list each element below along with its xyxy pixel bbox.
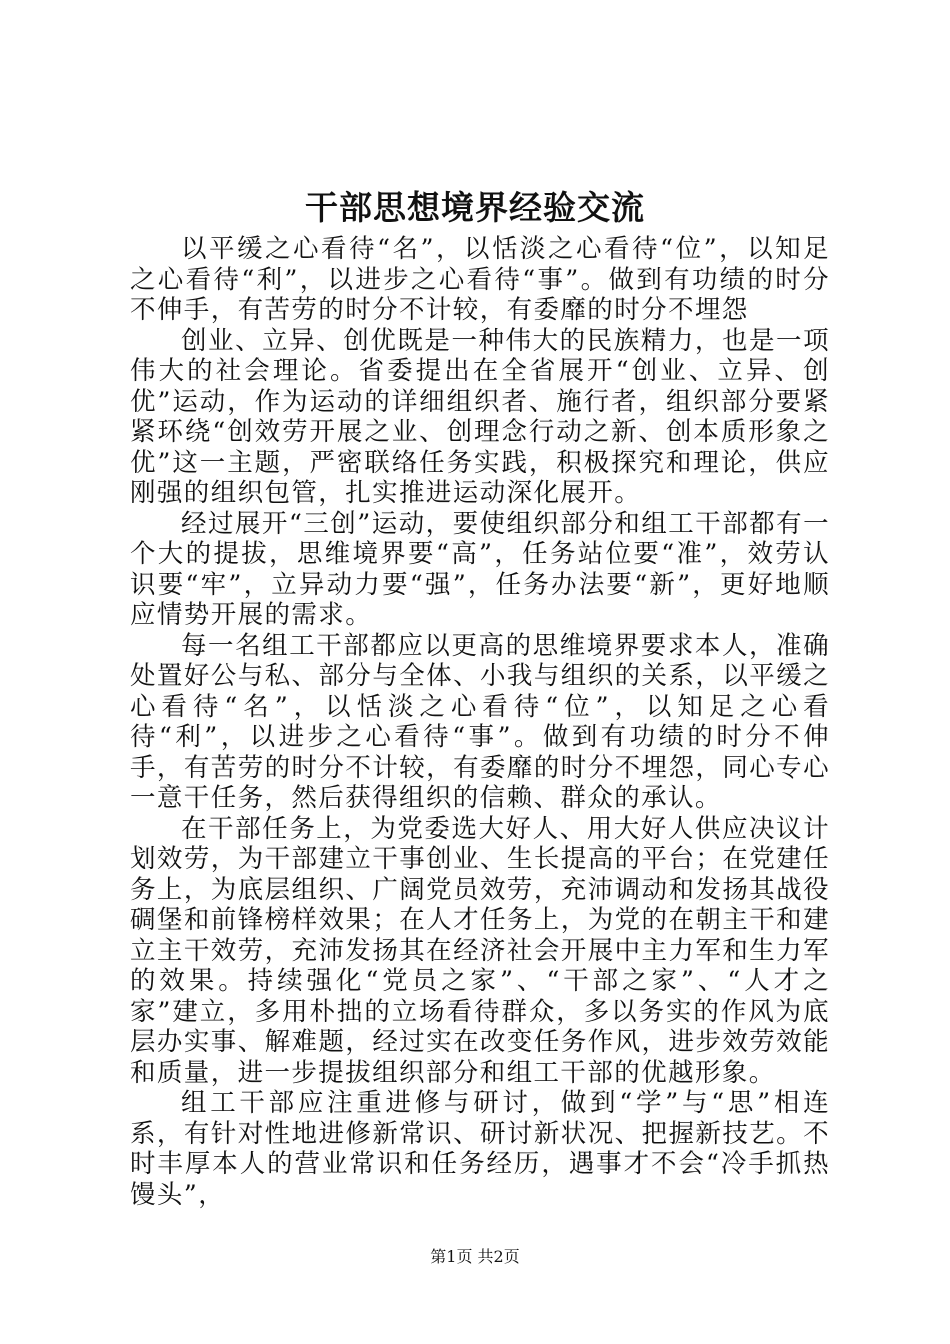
document-title: 干部思想境界经验交流 xyxy=(305,188,645,227)
paragraph: 创业、立异、创优既是一种伟大的民族精力，也是一项伟大的社会理论。省委提出在全省展开“创业、立异、创优”运动，作为运动的详细组织者、施行者，组织部分要紧紧环绕“创效劳开展之业、创理念行动之新、创本质形象之优”这一主题，严密联络任务实践，积极探究和理论，供应刚强的组织包管，扎实推进运动深化展开。 xyxy=(130,325,830,508)
paragraph: 以平缓之心看待“名”，以恬淡之心看待“位”，以知足之心看待“利”，以进步之心看待“事”。做到有功绩的时分不伸手，有苦劳的时分不计较，有委靡的时分不埋怨 xyxy=(130,234,830,325)
paragraph: 在干部任务上，为党委选大好人、用大好人供应决议计划效劳，为干部建立干事创业、生长提高的平台；在党建任务上，为底层组织、广阔党员效劳，充沛调动和发扬其战役碉堡和前锋榜样效果；在人才任务上，为党的在朝主干和建立主干效劳，充沛发扬其在经济社会开展中主力军和生力军的效果。持续强化“党员之家”、“干部之家”、“人才之家”建立，多用朴拙的立场看待群众，多以务实的作风为底层办实事、解难题，经过实在改变任务作风，进步效劳效能和质量，进一步提拔组织部分和组工干部的优越形象。 xyxy=(130,813,830,1088)
paragraph: 每一名组工干部都应以更高的思维境界要求本人，准确处置好公与私、部分与全体、小我与组织的关系，以平缓之心看待“名”，以恬淡之心看待“位”，以知足之心看待“利”，以进步之心看待“事”。做到有功绩的时分不伸手，有苦劳的时分不计较，有委靡的时分不埋怨，同心专心一意干任务，然后获得组织的信赖、群众的承认。 xyxy=(130,630,830,813)
page-number-footer: 第1页 共2页 xyxy=(430,1247,520,1266)
paragraph: 组工干部应注重进修与研讨，做到“学”与“思”相连系，有针对性地进修新常识、研讨新状况、把握新技艺。不时丰厚本人的营业常识和任务经历，遇事才不会“冷手抓热馒头”， xyxy=(130,1088,830,1210)
paragraph: 经过展开“三创”运动，要使组织部分和组工干部都有一个大的提拔，思维境界要“高”，任务站位要“准”，效劳认识要“牢”，立异动力要“强”，任务办法要“新”，更好地顺应情势开展的需求。 xyxy=(130,508,830,630)
document-body xyxy=(130,234,830,1210)
